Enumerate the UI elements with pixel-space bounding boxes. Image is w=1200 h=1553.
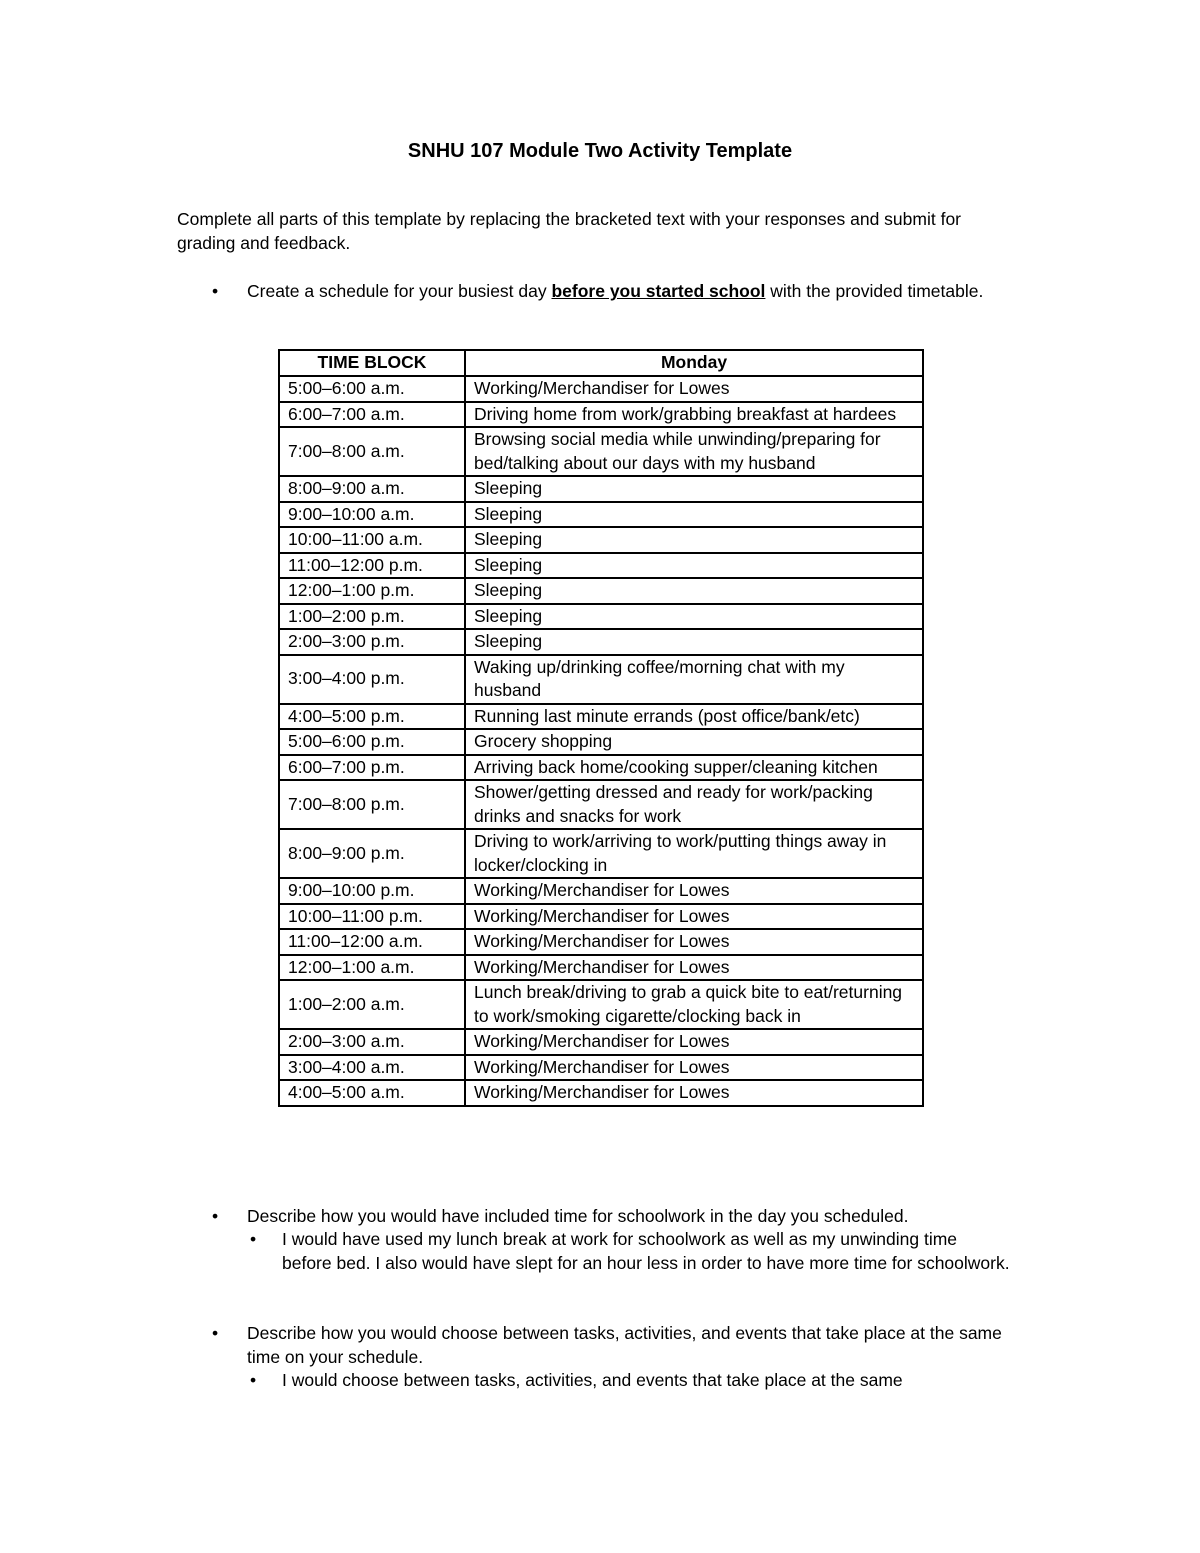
table-row (279, 878, 923, 904)
bullet-create-schedule (212, 280, 1002, 304)
answer-schoolwork (250, 1228, 1010, 1275)
activity-cell: Sleeping (465, 527, 923, 553)
bullet-text-emphasis: before you started school (551, 281, 766, 301)
table-row (279, 629, 923, 655)
table-row (279, 780, 923, 829)
table-row (279, 955, 923, 981)
time-block-cell: 6:00–7:00 a.m. (279, 402, 465, 428)
activity-cell: Working/Merchandiser for Lowes (465, 1055, 923, 1081)
time-block-cell: 6:00–7:00 p.m. (279, 755, 465, 781)
table-row (279, 980, 923, 1029)
activity-cell: Driving home from work/grabbing breakfast at hardees (465, 402, 923, 428)
activity-cell: Working/Merchandiser for Lowes (465, 1080, 923, 1106)
time-block-cell: 11:00–12:00 a.m. (279, 929, 465, 955)
activity-cell: Working/Merchandiser for Lowes (465, 955, 923, 981)
bullet-icon: • (212, 1323, 219, 1343)
time-block-cell: 7:00–8:00 a.m. (279, 427, 465, 476)
time-block-cell: 1:00–2:00 p.m. (279, 604, 465, 630)
activity-cell: Sleeping (465, 502, 923, 528)
activity-cell: Sleeping (465, 629, 923, 655)
table-row (279, 829, 923, 878)
activity-cell: Sleeping (465, 604, 923, 630)
table-row (279, 1080, 923, 1106)
time-block-cell: 5:00–6:00 p.m. (279, 729, 465, 755)
answer-text: I would choose between tasks, activities, and events that take place at the same (282, 1370, 903, 1390)
table-row (279, 704, 923, 730)
table-row (279, 376, 923, 402)
table-row (279, 427, 923, 476)
time-block-cell: 2:00–3:00 a.m. (279, 1029, 465, 1055)
answer-text: I would have used my lunch break at work for schoolwork as well as my unwinding time before bed. I also would have slept for an hour less in order to have more time for schoolwork. (282, 1229, 1010, 1273)
table-row (279, 755, 923, 781)
activity-cell: Grocery shopping (465, 729, 923, 755)
bullet-text-post: with the provided timetable. (765, 281, 984, 301)
table-row (279, 929, 923, 955)
time-block-cell: 9:00–10:00 a.m. (279, 502, 465, 528)
activity-cell: Arriving back home/cooking supper/cleaning kitchen (465, 755, 923, 781)
bullet-schoolwork-question (212, 1205, 1002, 1229)
time-block-cell: 8:00–9:00 a.m. (279, 476, 465, 502)
header-time-block: TIME BLOCK (279, 350, 465, 376)
bullet-icon: • (212, 281, 219, 301)
schedule-table-body (279, 376, 923, 1106)
activity-cell: Working/Merchandiser for Lowes (465, 878, 923, 904)
bullet-icon: • (250, 1370, 257, 1390)
schedule-table (278, 349, 924, 1107)
activity-cell: Sleeping (465, 476, 923, 502)
time-block-cell: 1:00–2:00 a.m. (279, 980, 465, 1029)
activity-cell: Waking up/drinking coffee/morning chat with my husband (465, 655, 923, 704)
activity-cell: Browsing social media while unwinding/preparing for bed/talking about our days with my husband (465, 427, 923, 476)
table-row (279, 655, 923, 704)
table-row (279, 729, 923, 755)
time-block-cell: 10:00–11:00 a.m. (279, 527, 465, 553)
bullet-text: Describe how you would choose between tasks, activities, and events that take place at the same time on your schedule. (247, 1323, 1002, 1367)
intro-paragraph: Complete all parts of this template by replacing the bracketed text with your responses and submit for grading and feedback. (177, 209, 962, 253)
table-row (279, 1029, 923, 1055)
table-row (279, 553, 923, 579)
table-header-row (279, 350, 923, 376)
time-block-cell: 3:00–4:00 a.m. (279, 1055, 465, 1081)
activity-cell: Working/Merchandiser for Lowes (465, 929, 923, 955)
time-block-cell: 5:00–6:00 a.m. (279, 376, 465, 402)
bullet-icon: • (250, 1229, 257, 1249)
time-block-cell: 9:00–10:00 p.m. (279, 878, 465, 904)
activity-cell: Sleeping (465, 578, 923, 604)
table-row (279, 476, 923, 502)
activity-cell: Driving to work/arriving to work/putting things away in locker/clocking in (465, 829, 923, 878)
table-row (279, 527, 923, 553)
table-row (279, 502, 923, 528)
table-row (279, 578, 923, 604)
document-title: SNHU 107 Module Two Activity Template (407, 140, 793, 162)
activity-cell: Running last minute errands (post office/bank/etc) (465, 704, 923, 730)
time-block-cell: 4:00–5:00 a.m. (279, 1080, 465, 1106)
time-block-cell: 8:00–9:00 p.m. (279, 829, 465, 878)
activity-cell: Lunch break/driving to grab a quick bite to eat/returning to work/smoking cigarette/clocking back in (465, 980, 923, 1029)
activity-cell: Working/Merchandiser for Lowes (465, 376, 923, 402)
bullet-text: Describe how you would have included time for schoolwork in the day you scheduled. (247, 1206, 909, 1226)
bullet-text-pre: Create a schedule for your busiest day (247, 281, 552, 301)
time-block-cell: 4:00–5:00 p.m. (279, 704, 465, 730)
activity-cell: Sleeping (465, 553, 923, 579)
time-block-cell: 12:00–1:00 a.m. (279, 955, 465, 981)
time-block-cell: 12:00–1:00 p.m. (279, 578, 465, 604)
bullet-icon: • (212, 1206, 219, 1226)
activity-cell: Working/Merchandiser for Lowes (465, 1029, 923, 1055)
activity-cell: Working/Merchandiser for Lowes (465, 904, 923, 930)
table-row (279, 604, 923, 630)
header-day: Monday (465, 350, 923, 376)
time-block-cell: 3:00–4:00 p.m. (279, 655, 465, 704)
bullet-choose-question (212, 1322, 1002, 1369)
time-block-cell: 11:00–12:00 p.m. (279, 553, 465, 579)
time-block-cell: 7:00–8:00 p.m. (279, 780, 465, 829)
table-row (279, 402, 923, 428)
time-block-cell: 10:00–11:00 p.m. (279, 904, 465, 930)
time-block-cell: 2:00–3:00 p.m. (279, 629, 465, 655)
activity-cell: Shower/getting dressed and ready for work/packing drinks and snacks for work (465, 780, 923, 829)
table-row (279, 1055, 923, 1081)
answer-choose (250, 1369, 1010, 1393)
bullet-text (247, 280, 1002, 304)
table-row (279, 904, 923, 930)
